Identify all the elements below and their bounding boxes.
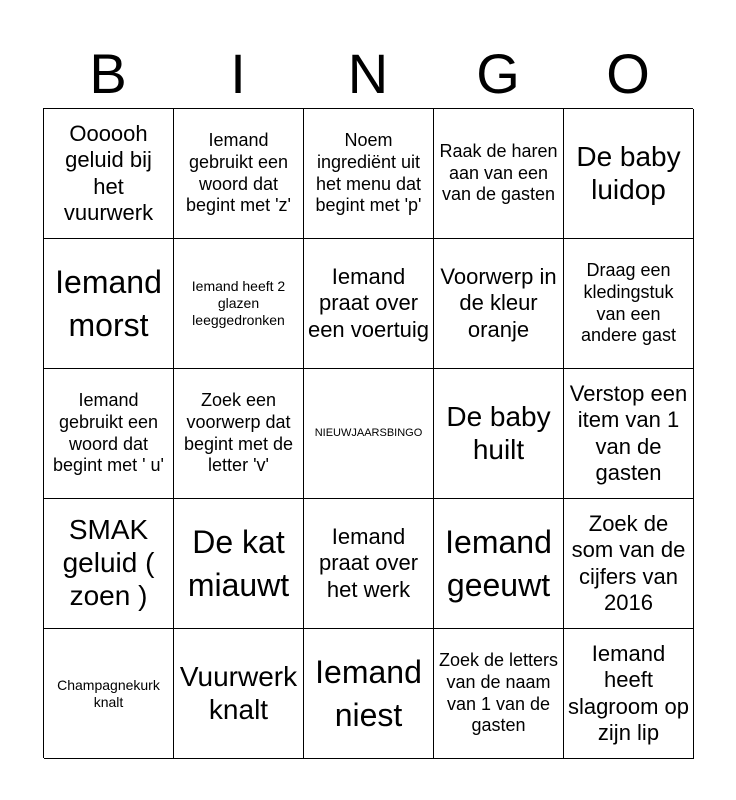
bingo-board [43,108,693,758]
header-letter-i: I [230,42,246,105]
cell-text: Iemand niest [315,653,422,733]
bingo-cell[interactable] [304,499,434,629]
cell-text: SMAK geluid ( zoen ) [62,514,155,611]
bingo-cell[interactable] [564,629,694,759]
bingo-cell[interactable] [304,629,434,759]
cell-text: Iemand praat over het werk [318,523,419,602]
bingo-cell[interactable] [434,369,564,499]
bingo-cell[interactable] [174,369,304,499]
cell-text: Verstop een item van 1 van de gasten [569,380,688,485]
bingo-cell[interactable] [434,499,564,629]
bingo-cell[interactable] [564,109,694,239]
cell-text: Raak de haren aan van een van de gasten [439,141,558,205]
cell-text: Zoek de som van de cijfers van 2016 [571,510,686,615]
cell-text: Iemand gebruikt een woord dat begint met ' u' [53,390,164,476]
cell-text: Oooooh geluid bij het vuurwerk [63,120,154,225]
bingo-cell[interactable] [434,109,564,239]
cell-text: Iemand geeuwt [445,523,552,603]
cell-text: Iemand gebruikt een woord dat begint met 'z' [186,130,291,216]
bingo-cell[interactable] [44,239,174,369]
cell-text: De kat miauwt [187,523,290,603]
bingo-cell[interactable] [434,629,564,759]
cell-text: Zoek een voorwerp dat begint met de letter 'v' [183,390,294,476]
bingo-cell[interactable] [434,239,564,369]
bingo-cell[interactable] [174,499,304,629]
header-letter-g: G [476,42,520,105]
bingo-cell[interactable] [44,499,174,629]
bingo-header [43,40,693,108]
cell-text: De baby luidop [576,140,681,205]
cell-text: De baby huilt [446,400,551,465]
free-space-cell[interactable] [304,369,434,499]
cell-text: Zoek de letters van de naam van 1 van de gasten [438,650,559,736]
bingo-cell[interactable] [44,109,174,239]
cell-text: Iemand heeft slagroom op zijn lip [567,640,690,745]
bingo-cell[interactable] [304,239,434,369]
cell-text: Vuurwerk knalt [179,660,298,725]
cell-text: Draag een kledingstuk van een andere gast [580,260,677,346]
cell-text: NIEUWJAARSBINGO [314,426,423,439]
cell-text: Iemand morst [55,263,162,343]
bingo-cell[interactable] [174,109,304,239]
cell-text: Voorwerp in de kleur oranje [440,263,557,342]
header-letter-o: O [606,42,650,105]
bingo-cell[interactable] [564,239,694,369]
cell-text: Noem ingrediënt uit het menu dat begint met 'p' [315,130,422,216]
bingo-cell[interactable] [174,629,304,759]
cell-text: Iemand praat over een voertuig [307,263,430,342]
header-letter-b: B [89,42,127,105]
cell-text: Iemand heeft 2 glazen leeggedronken [191,278,286,328]
bingo-cell[interactable] [564,369,694,499]
bingo-cell[interactable] [44,629,174,759]
bingo-cell[interactable] [564,499,694,629]
bingo-cell[interactable] [174,239,304,369]
cell-text: Champagnekurk knalt [57,676,160,710]
bingo-cell[interactable] [304,109,434,239]
header-letter-n: N [347,42,389,105]
bingo-cell[interactable] [44,369,174,499]
